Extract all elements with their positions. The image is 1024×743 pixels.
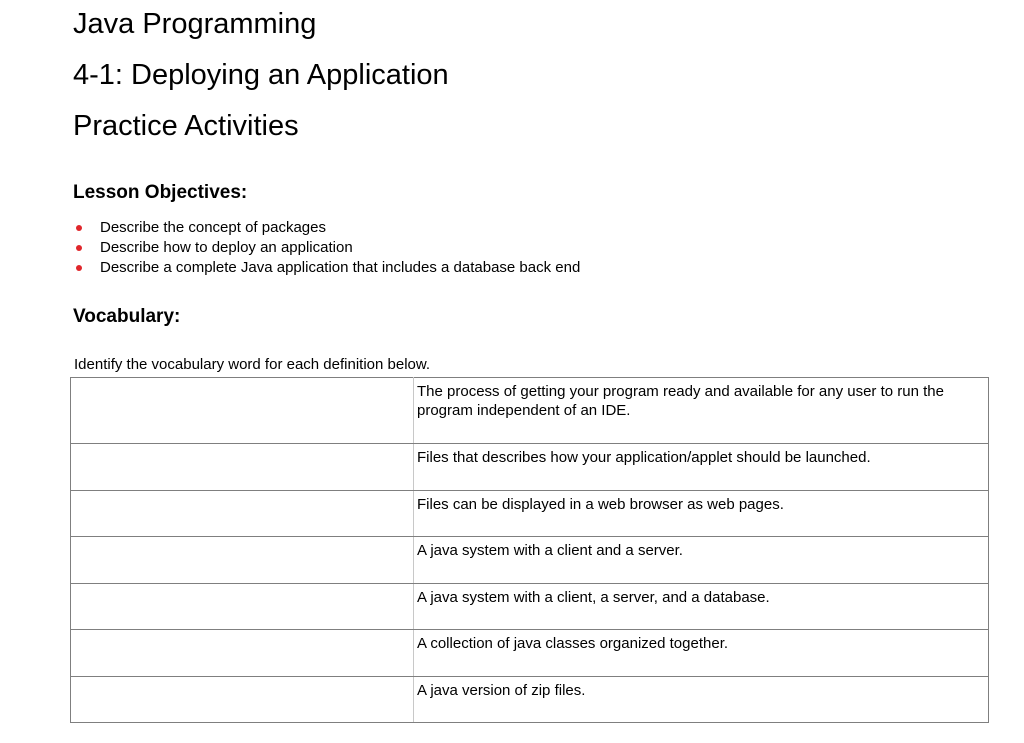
objective-item (73, 258, 580, 278)
definition-cell: A collection of java classes organized together. (414, 630, 989, 677)
term-cell[interactable] (71, 537, 414, 584)
term-cell[interactable] (71, 444, 414, 491)
table-row (71, 583, 989, 630)
objective-text: Describe how to deploy an application (100, 239, 353, 256)
course-title: Java Programming (73, 8, 317, 40)
term-cell[interactable] (71, 630, 414, 677)
lesson-title: 4-1: Deploying an Application (73, 59, 449, 91)
bullet-icon (76, 265, 82, 271)
definition-cell: Files can be displayed in a web browser as web pages. (414, 490, 989, 537)
table-row (71, 630, 989, 677)
vocabulary-heading: Vocabulary: (73, 306, 181, 327)
page-subtitle: Practice Activities (73, 110, 299, 142)
definition-cell: A java system with a client, a server, and a database. (414, 583, 989, 630)
table-row (71, 537, 989, 584)
objective-item (73, 218, 580, 238)
objectives-list (73, 218, 580, 278)
bullet-icon (76, 225, 82, 231)
term-cell[interactable] (71, 490, 414, 537)
definition-cell: A java version of zip files. (414, 676, 989, 723)
objective-text: Describe the concept of packages (100, 219, 326, 236)
bullet-icon (76, 245, 82, 251)
table-row (71, 490, 989, 537)
table-row (71, 378, 989, 444)
term-cell[interactable] (71, 583, 414, 630)
objective-text: Describe a complete Java application that includes a database back end (100, 259, 581, 276)
vocabulary-instruction: Identify the vocabulary word for each definition below. (74, 356, 431, 373)
objectives-heading: Lesson Objectives: (73, 182, 248, 203)
definition-cell: A java system with a client and a server. (414, 537, 989, 584)
vocabulary-table (70, 377, 989, 723)
table-row (71, 676, 989, 723)
term-cell[interactable] (71, 378, 414, 444)
objective-item (73, 238, 580, 258)
definition-cell: Files that describes how your application/applet should be launched. (414, 444, 989, 491)
term-cell[interactable] (71, 676, 414, 723)
definition-cell: The process of getting your program ready and available for any user to run the program independent of an IDE. (414, 378, 989, 444)
table-row (71, 444, 989, 491)
